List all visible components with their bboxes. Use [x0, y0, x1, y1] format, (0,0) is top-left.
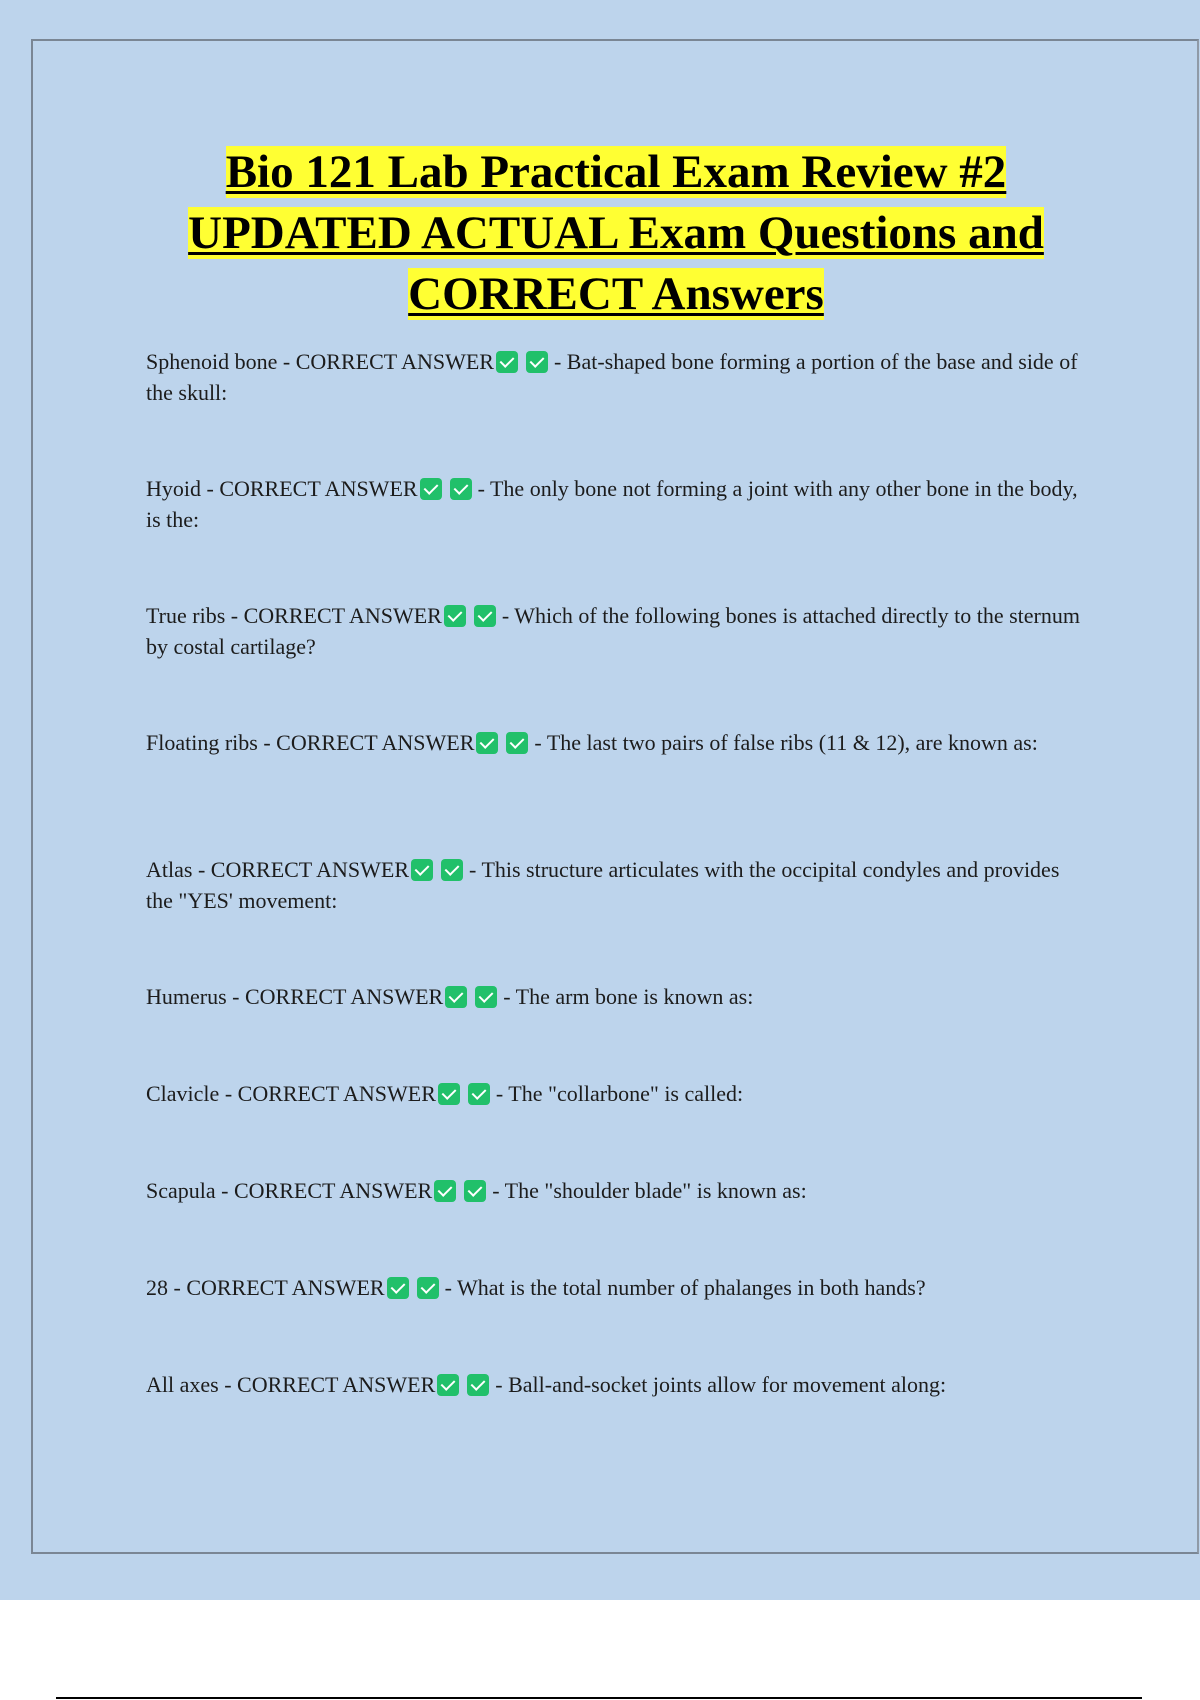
answer-text: Hyoid: [146, 476, 201, 501]
answer-separator: - CORRECT ANSWER: [224, 1372, 436, 1397]
answer-text: Humerus: [146, 984, 227, 1009]
answer-separator: - CORRECT ANSWER: [197, 857, 410, 882]
question-text: - The "shoulder blade" is known as:: [492, 1178, 807, 1203]
title-line-2: UPDATED ACTUAL Exam Questions and: [188, 207, 1044, 259]
check-mark-button-icon: [450, 478, 472, 500]
answer-separator: - CORRECT ANSWER: [173, 1275, 385, 1300]
check-mark-button-icon: [437, 1374, 459, 1396]
qa-item: [146, 473, 1086, 535]
answer-separator: - CORRECT ANSWER: [282, 349, 494, 374]
check-mark-button-icon: [506, 732, 528, 754]
answer-text: Scapula: [146, 1178, 216, 1203]
answer-text: True ribs: [146, 603, 226, 628]
check-mark-button-icon: [474, 605, 496, 627]
qa-item: [146, 346, 1086, 408]
check-mark-button-icon: [476, 732, 498, 754]
check-mark-button-icon: [411, 859, 433, 881]
answer-text: 28: [146, 1275, 168, 1300]
question-text: - What is the total number of phalanges in both hands?: [444, 1275, 926, 1300]
document-title: [100, 142, 1132, 325]
check-mark-button-icon: [387, 1277, 409, 1299]
question-text: - The only bone not forming a joint with any other bone in the body, is the:: [146, 476, 1078, 532]
question-text: - Ball-and-socket joints allow for movement along:: [495, 1372, 947, 1397]
answer-text: All axes: [146, 1372, 219, 1397]
check-mark-button-icon: [468, 1083, 490, 1105]
answer-separator: - CORRECT ANSWER: [263, 730, 475, 755]
answer-separator: - CORRECT ANSWER: [206, 476, 418, 501]
answer-text: Floating ribs: [146, 730, 258, 755]
qa-item: [146, 981, 1086, 1012]
check-mark-button-icon: [475, 986, 497, 1008]
qa-item: [146, 600, 1086, 662]
check-mark-button-icon: [420, 478, 442, 500]
question-text: - The last two pairs of false ribs (11 & 12), are known as:: [534, 730, 1038, 755]
check-mark-button-icon: [464, 1180, 486, 1202]
check-mark-button-icon: [496, 351, 518, 373]
check-mark-button-icon: [467, 1374, 489, 1396]
answer-text: Atlas: [146, 857, 193, 882]
check-mark-button-icon: [438, 1083, 460, 1105]
title-line-1: Bio 121 Lab Practical Exam Review #2: [225, 146, 1007, 198]
question-text: - This structure articulates with the occipital condyles and provides the "YES' movement:: [146, 857, 1060, 913]
question-text: - The arm bone is known as:: [503, 984, 754, 1009]
check-mark-button-icon: [441, 859, 463, 881]
answer-separator: - CORRECT ANSWER: [221, 1178, 433, 1203]
footer-divider: [56, 1697, 1142, 1699]
question-text: - The "collarbone" is called:: [495, 1081, 744, 1106]
answer-separator: - CORRECT ANSWER: [230, 603, 442, 628]
qa-item: [146, 854, 1086, 916]
answer-separator: - CORRECT ANSWER: [224, 1081, 436, 1106]
check-mark-button-icon: [417, 1277, 439, 1299]
qa-item: [146, 1078, 1086, 1109]
qa-item: [146, 1369, 1086, 1400]
qa-item: [146, 1175, 1086, 1206]
qa-item: [146, 1272, 1086, 1303]
answer-separator: - CORRECT ANSWER: [232, 984, 444, 1009]
check-mark-button-icon: [434, 1180, 456, 1202]
qa-item: [146, 727, 1086, 758]
question-text: - Bat-shaped bone forming a portion of the base and side of the skull:: [146, 349, 1078, 405]
check-mark-button-icon: [445, 986, 467, 1008]
title-line-3: CORRECT Answers: [408, 268, 824, 320]
answer-text: Sphenoid bone: [146, 349, 278, 374]
question-text: - Which of the following bones is attached directly to the sternum by costal cartilage?: [146, 603, 1080, 659]
answer-text: Clavicle: [146, 1081, 220, 1106]
check-mark-button-icon: [444, 605, 466, 627]
check-mark-button-icon: [526, 351, 548, 373]
